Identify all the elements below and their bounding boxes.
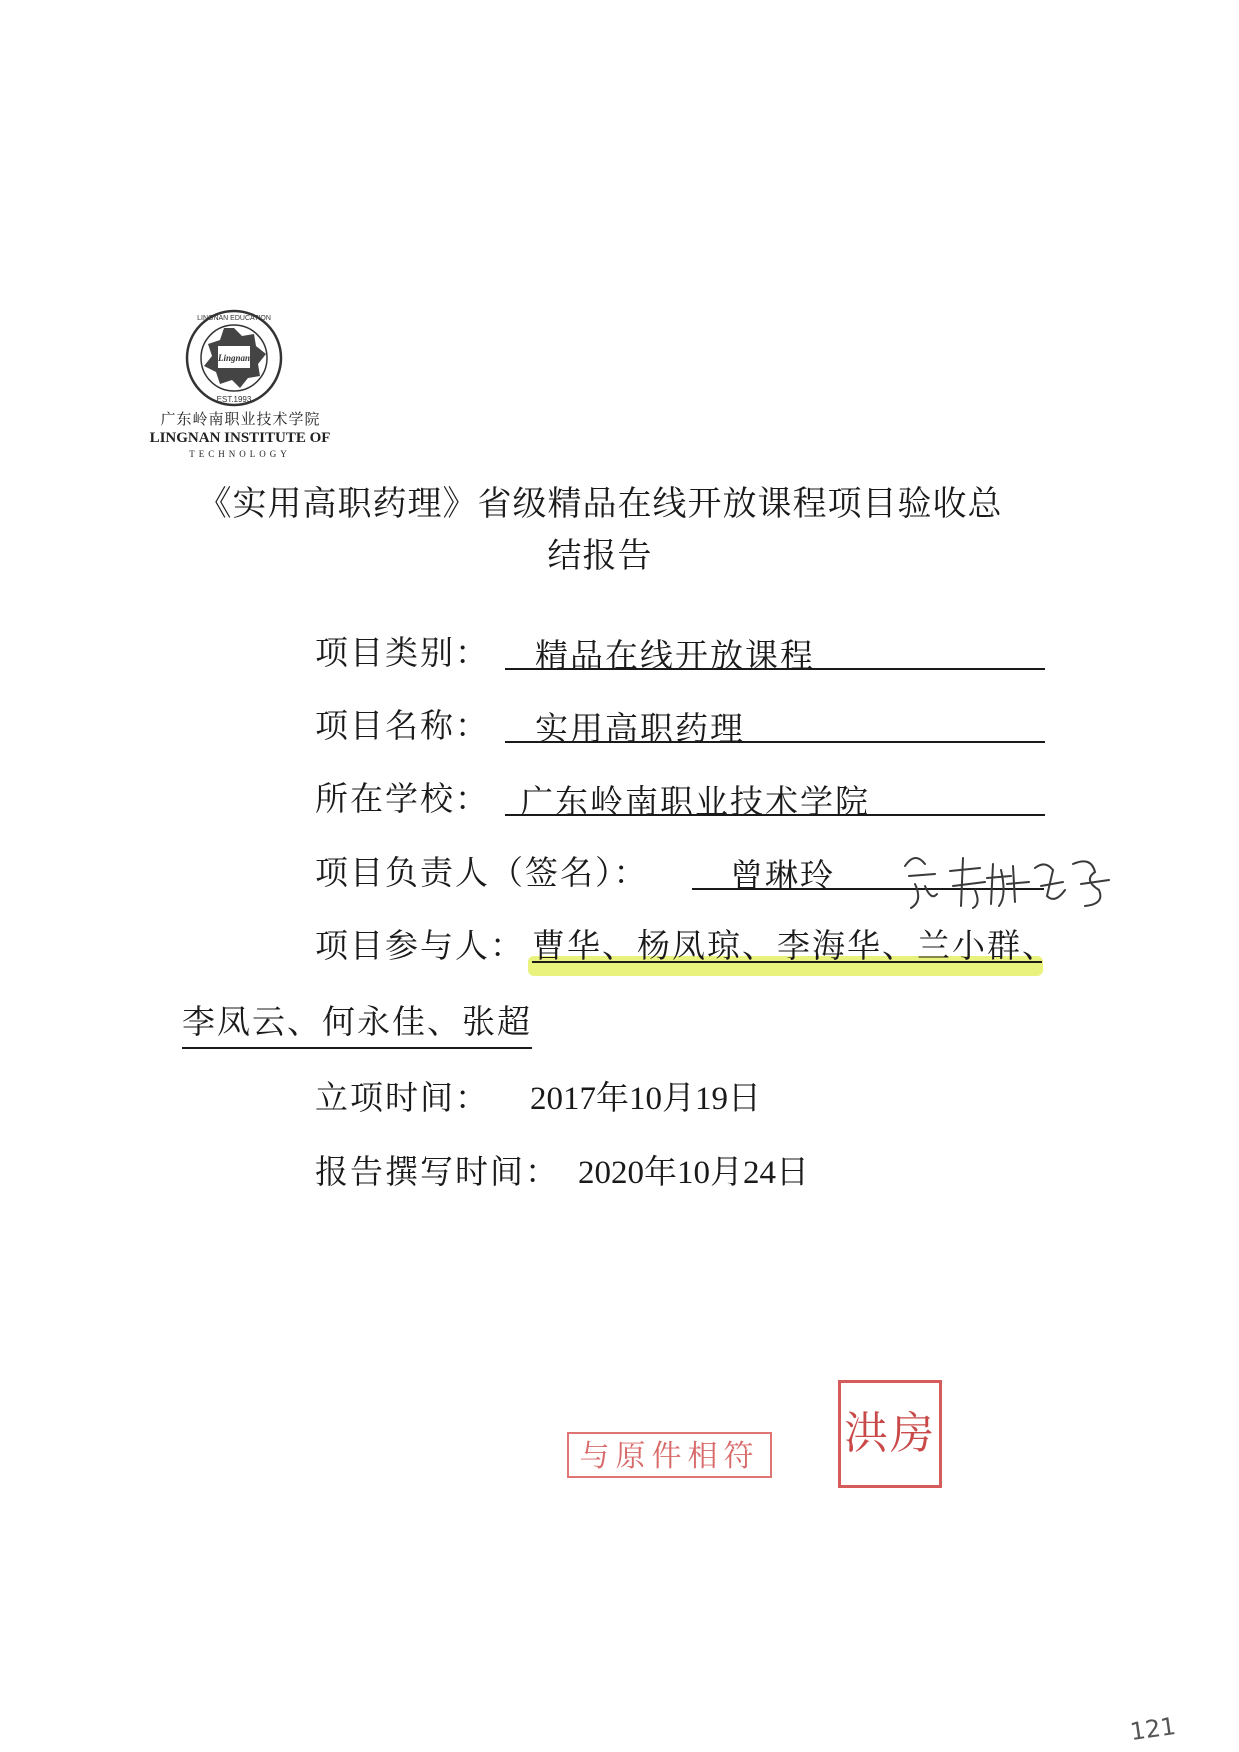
- school-name-en-line2: TECHNOLOGY: [189, 449, 291, 459]
- title-line-1: 《实用高职药理》省级精品在线开放课程项目验收总: [197, 484, 1003, 524]
- leader-value: 曾琳玲: [730, 856, 835, 895]
- school-name-cn: 广东岭南职业技术学院: [160, 410, 321, 428]
- school-label: 所在学校：: [315, 779, 490, 818]
- start-date-value: 2017年10月19日: [530, 1081, 761, 1117]
- school-value: 广东岭南职业技术学院: [520, 782, 870, 821]
- leader-label: 项目负责人（签名）：: [315, 853, 649, 892]
- category-value: 精品在线开放课程: [535, 636, 815, 675]
- school-row: [315, 773, 490, 823]
- seal-bottom-text: EST.1993: [216, 395, 252, 404]
- copy-verified-stamp: 与原件相符: [567, 1432, 772, 1478]
- start-date-label: 立项时间：: [315, 1078, 490, 1117]
- participants-label: 项目参与人：: [315, 926, 525, 965]
- leader-row: [315, 847, 649, 897]
- participants-row: [315, 920, 525, 970]
- school-seal-icon: [184, 308, 284, 408]
- participants-line-2: 李凤云、何永佳、张超: [182, 996, 532, 1049]
- page-number: 121: [1128, 1711, 1178, 1747]
- participants-line-1: 曹华、杨凤琼、李海华、兰小群、: [532, 926, 1057, 965]
- name-seal-stamp: 洪房: [838, 1380, 942, 1488]
- report-date-row: [315, 1146, 560, 1196]
- project-name-label: 项目名称：: [315, 706, 490, 745]
- report-date-label: 报告撰写时间：: [315, 1152, 560, 1191]
- seal-center-text: Lingnan: [217, 353, 251, 363]
- seal-top-text: LINGNAN EDUCATION: [197, 315, 271, 322]
- category-label: 项目类别：: [315, 633, 490, 672]
- school-logo: [140, 300, 340, 470]
- name-row: [315, 700, 490, 750]
- start-date-row: [315, 1072, 490, 1122]
- school-name-en: LINGNAN INSTITUTE OF: [149, 430, 331, 446]
- project-name-value: 实用高职药理: [535, 709, 745, 748]
- title-line-2: 结报告: [547, 536, 653, 576]
- participants-underline-1: [532, 915, 1042, 963]
- handwritten-signature: [895, 846, 1125, 916]
- category-row: [315, 627, 490, 677]
- report-title: [150, 478, 1050, 582]
- report-date-value: 2020年10月24日: [578, 1155, 809, 1191]
